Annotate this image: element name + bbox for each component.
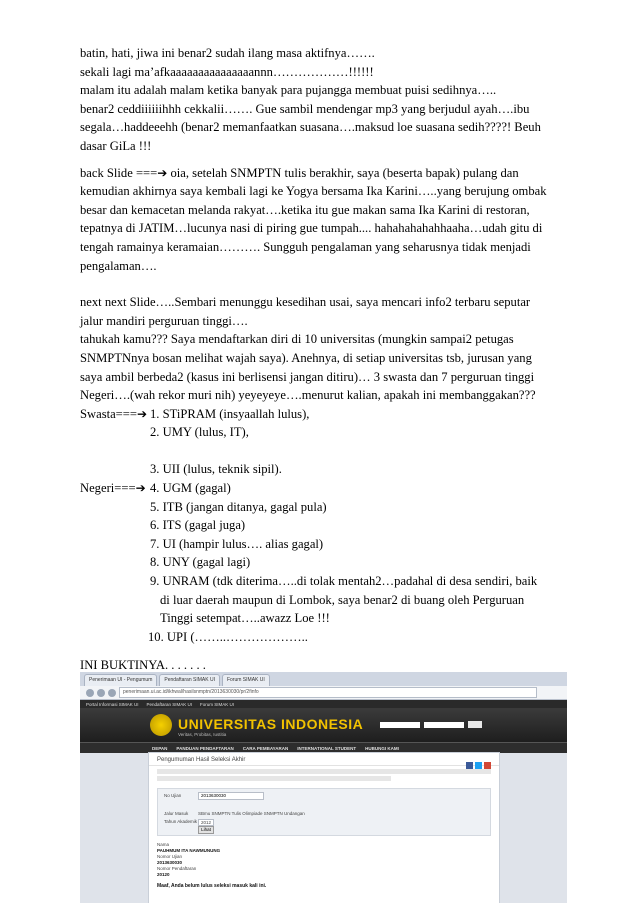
text-line: malam itu adalah malam ketika banyak para pujangga membuat puisi sedihnya….. (80, 83, 497, 98)
result-value: PAUHMUM ITA NAWMUNUNG (157, 848, 221, 853)
list-item (80, 535, 570, 554)
entry-path-options[interactable]: SBmu SNMPTN Tulis Olimpiade SNMPTN Undangan (198, 811, 305, 816)
menu-item[interactable]: HUBUNGI KAMI (365, 745, 399, 751)
text-line: benar2 ceddiiiiiihhh cekkalii……. Gue sambil mendengar mp3 yang berjudul ayah….ibu (80, 101, 530, 116)
form-label: Jalur Masuk (164, 811, 189, 816)
text-line: kemudian akhirnya saya kembali lagi ke Yogya bersama Ika Karini…..yang berujung ombak (80, 184, 547, 199)
list-item (80, 516, 570, 535)
closing-text: INI BUKTINYA. . . . . . . (80, 658, 206, 673)
text-line: SNMPTNnya bosan melihat wajah saya). Anehnya, di setiap universitas tsb, jurusan yang (80, 350, 532, 365)
password-input[interactable] (424, 722, 464, 728)
top-links (80, 700, 567, 708)
social-icons (464, 756, 491, 774)
lookup-form (157, 788, 491, 836)
list-item (80, 572, 570, 591)
result-value: 20120 (157, 872, 170, 877)
paragraph-2 (80, 164, 570, 276)
reload-icon[interactable] (108, 689, 116, 697)
menu-item[interactable]: CARA PEMBAYARAN (242, 745, 289, 751)
list-item-text: di luar daerah maupun di Lombok, saya benar2 di buang oleh Perguruan (160, 592, 525, 607)
back-slide-label: back Slide === (80, 165, 158, 180)
list-item (80, 628, 570, 647)
list-item (80, 423, 570, 442)
announcement-panel (148, 752, 500, 903)
login-button[interactable] (468, 721, 482, 728)
text-line: saya ambil berbeda2 (kasus ini berlisensi jangan ditiru)… 3 swasta dan 7 perguruan tinggi (80, 369, 535, 384)
list-item (80, 498, 570, 517)
exam-number-input[interactable]: 2013630030 (198, 792, 264, 800)
list-item-text: 9. UNRAM (tdk diterima…..di tolak mentah2…padahal di desa sendiri, baik (150, 574, 538, 589)
facebook-icon[interactable] (466, 762, 473, 769)
list-item-text: 10. UPI (……..……………….. (148, 629, 308, 644)
list-item (80, 460, 570, 479)
top-link[interactable]: Pendaftaran SIMAK UI (146, 701, 193, 707)
list-item (80, 405, 570, 424)
result-message: Maaf, Anda belum lulus seleksi masuk kali ini. (157, 883, 267, 889)
year-select[interactable]: 2012 (198, 819, 214, 826)
list-item (80, 479, 570, 498)
arrow-icon: ➔ (135, 481, 146, 496)
menu-item[interactable]: DEPAN (152, 745, 168, 751)
document-page (80, 0, 570, 675)
swasta-label: Swasta===➔ (80, 405, 147, 424)
form-label: Tahun Akademik (164, 819, 198, 824)
list-item-continuation (80, 591, 570, 610)
negeri-label: Negeri===➔ (80, 479, 146, 498)
text-line: segala…haddeeehh (benar2 memanfaatkan suasana….maksud loe suasana sedih????! Beuh (80, 120, 541, 135)
youtube-icon[interactable] (484, 762, 491, 769)
browser-tab[interactable]: Penerimaan UI - Pengumum (84, 674, 157, 686)
list-item-text: 2. UMY (lulus, IT), (150, 425, 249, 440)
list-item-text: 6. ITS (gagal juga) (150, 518, 246, 533)
text-line: pengalaman…. (80, 258, 157, 273)
result-label: Nomor Ujian (157, 854, 183, 859)
address-bar (80, 686, 567, 700)
university-list (80, 405, 570, 647)
site-banner (80, 708, 567, 742)
text-line: dasar GiLa !!! (80, 138, 152, 153)
form-label: No Ujian (164, 793, 182, 798)
list-item-continuation (80, 609, 570, 628)
university-seal-icon (150, 714, 172, 736)
list-item-text: 3. UII (lulus, teknik sipil). (150, 462, 282, 477)
browser-tab[interactable]: Pendaftaran SIMAK UI (159, 674, 220, 686)
top-link[interactable]: Forum SIMAK UI (200, 701, 235, 707)
text-line: batin, hati, jiwa ini benar2 sudah ilang masa aktifnya……. (80, 46, 375, 60)
university-motto: Veritas, Probitas, Iustitia (178, 732, 227, 737)
result-details (149, 840, 499, 880)
text-line: next next Slide…..Sembari menunggu kesedihan usai, saya mencari info2 terbaru seputar (80, 295, 531, 310)
username-input[interactable] (380, 722, 420, 728)
browser-tab[interactable]: Forum SIMAK UI (222, 674, 270, 686)
panel-description (149, 766, 499, 784)
text-line: tengah ramainya keramaian………. Sungguh pengalaman yang seharusnya tidak menjadi (80, 239, 531, 254)
list-item (80, 553, 570, 572)
list-item-text: 7. UI (hampir lulus…. alias gagal) (150, 536, 324, 551)
paragraph-1 (80, 44, 570, 156)
list-item-text: 8. UNY (gagal lagi) (150, 555, 251, 570)
menu-item[interactable]: PANDUAN PENDAFTARAN (176, 745, 234, 751)
panel-title: Pengumuman Hasil Seleksi Akhir (149, 753, 499, 766)
arrow-icon: ➔ (157, 165, 168, 180)
paragraph-3 (80, 293, 570, 405)
login-form (380, 716, 500, 724)
text-line: tepatnya di JATIM…lucunya nasi di piring gue tumpah.... hahahahahahhaaha…udah gitu di (80, 221, 543, 236)
text-line: tahukah kamu??? Saya mendaftarkan diri di 10 universitas (mungkin sampai2 petugas (80, 332, 514, 347)
list-item-text: 4. UGM (gagal) (150, 481, 231, 496)
result-label: Nama (157, 842, 170, 847)
list-item-text: 5. ITB (jangan ditanya, gagal pula) (150, 499, 327, 514)
list-item-text: Tinggi setempat…..awazz Loe !!! (160, 611, 330, 626)
twitter-icon[interactable] (475, 762, 482, 769)
result-value: 2013630030 (157, 860, 183, 865)
arrow-icon: ➔ (137, 406, 148, 421)
back-icon[interactable] (86, 689, 94, 697)
browser-tabs (80, 672, 567, 686)
menu-item[interactable]: INTERNATIONAL STUDENT (297, 745, 357, 751)
text-line: sekali lagi ma’afkaaaaaaaaaaaaaaannn………………!!!!!! (80, 64, 374, 79)
url-field[interactable]: penerimaan.ui.ac.id/ikhwal/hasilsnmptn/2013630030/pr/2finfo (119, 687, 537, 698)
text-line (80, 164, 570, 183)
forward-icon[interactable] (97, 689, 105, 697)
list-item-text: 1. STiPRAM (insyaallah lulus), (150, 406, 310, 421)
evidence-screenshot (80, 672, 567, 903)
result-label: Nomor Pendaftaran (157, 866, 197, 871)
text-line: jalur mandiri perguruan tinggi…. (80, 313, 248, 328)
text-line: besar dan kemacetan melanda rakyat….ketika itu gue makan sama Ika Karini di restoran, (80, 202, 530, 217)
university-name: UNIVERSITAS INDONESIA (178, 716, 364, 732)
text-fragment: oia, setelah SNMPTN tulis berakhir, saya (beserta bapak) pulang dan (167, 165, 519, 180)
list-spacer (80, 442, 570, 461)
lihat-button[interactable]: Lihat (198, 826, 214, 834)
text-line: Negeri….(wah rekor muri nih) yeyeyeye….menurut kalian, apakah ini membanggakan??? (80, 388, 536, 403)
top-link[interactable]: Portal Informasi SIMAK UI (86, 701, 139, 707)
